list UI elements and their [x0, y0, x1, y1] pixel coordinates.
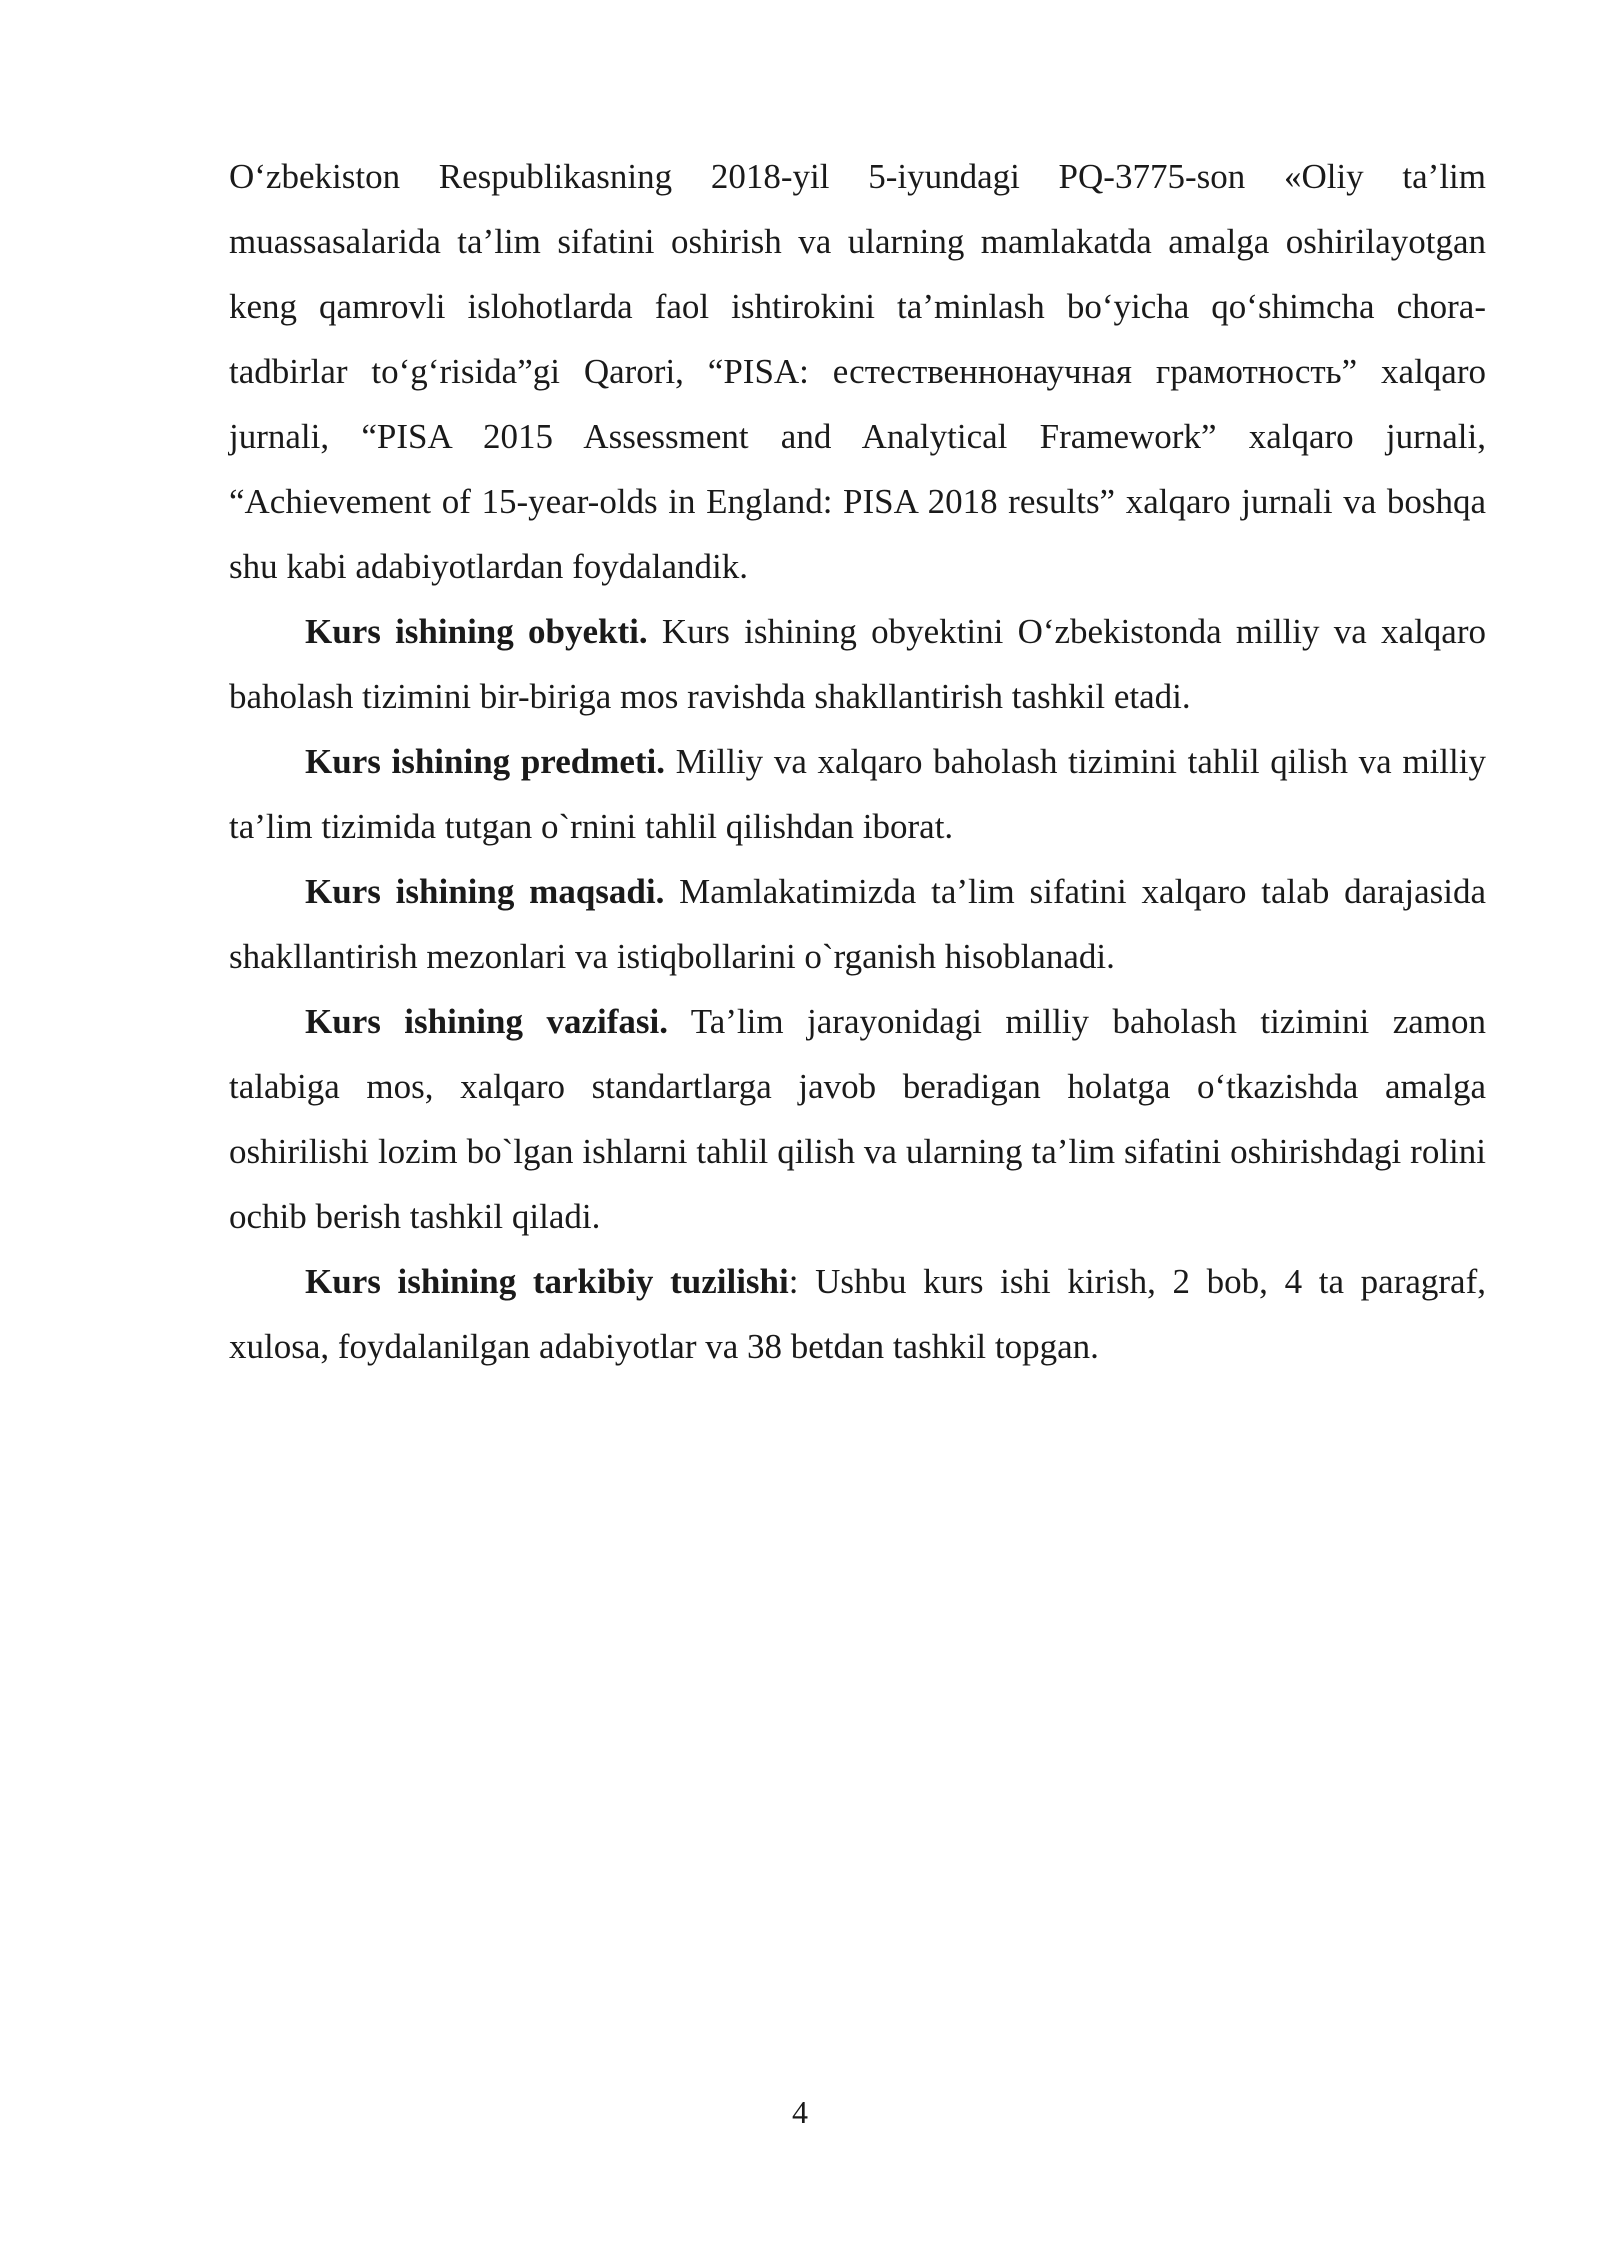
paragraph-text: Milliy va xalqaro baholash tizimini tahlil qilish va milliy ta’lim tizimida tutgan o`rnini tahlil qilishdan iborat. — [229, 742, 1486, 846]
paragraph-references — [229, 144, 1486, 599]
page-number: 4 — [792, 2094, 808, 2130]
paragraph-goal — [229, 859, 1486, 989]
paragraph-heading: Kurs ishining maqsadi. — [305, 872, 665, 911]
paragraph-text: O‘zbekiston Respublikasning 2018-yil 5-iyundagi PQ-3775-son «Oliy ta’lim muassasalarida ta’lim sifatini oshirish va ularning mamlakatda amalga oshirilayotgan keng qamrovli islohotlarda faol ishtirokini ta’minlash bo‘yicha qo‘shimcha chora-tadbirlar to‘g‘risida”gi Qarori, “PISA: естественнонаучная грамотность” xalqaro jurnali, “PISA 2015 Assessment and Analytical Framework” xalqaro jurnali, “Achievement of 15-year-olds in England: PISA 2018 results” xalqaro jurnali va boshqa shu kabi adabiyotlardan foydalandik. — [229, 157, 1486, 586]
paragraph-heading: Kurs ishining predmeti. — [305, 742, 666, 781]
paragraph-heading: Kurs ishining obyekti. — [305, 612, 648, 651]
paragraph-text: Mamlakatimizda ta’lim sifatini xalqaro talab darajasida shakllantirish mezonlari va istiqbollarini o`rganish hisoblanadi. — [229, 872, 1486, 976]
paragraph-structure — [229, 1249, 1486, 1379]
paragraph-object — [229, 599, 1486, 729]
paragraph-text: Ta’lim jarayonidagi milliy baholash tizimini zamon talabiga mos, xalqaro standartlarga javob beradigan holatga o‘tkazishda amalga oshirilishi lozim bo`lgan ishlarni tahlil qilish va ularning ta’lim sifatini oshirishdagi rolini ochib berish tashkil qiladi. — [229, 1002, 1486, 1236]
paragraph-tasks — [229, 989, 1486, 1249]
body-text — [229, 144, 1486, 1379]
paragraph-subject — [229, 729, 1486, 859]
paragraph-heading: Kurs ishining vazifasi. — [305, 1002, 668, 1041]
paragraph-heading: Kurs ishining tarkibiy tuzilishi — [305, 1262, 789, 1301]
paragraph-text: : Ushbu kurs ishi kirish, 2 bob, 4 ta paragraf, xulosa, foydalanilgan adabiyotlar va 38 betdan tashkil topgan. — [229, 1262, 1486, 1366]
paragraph-text: Kurs ishining obyektini O‘zbekistonda milliy va xalqaro baholash tizimini bir-biriga mos ravishda shakllantirish tashkil etadi. — [229, 612, 1486, 716]
